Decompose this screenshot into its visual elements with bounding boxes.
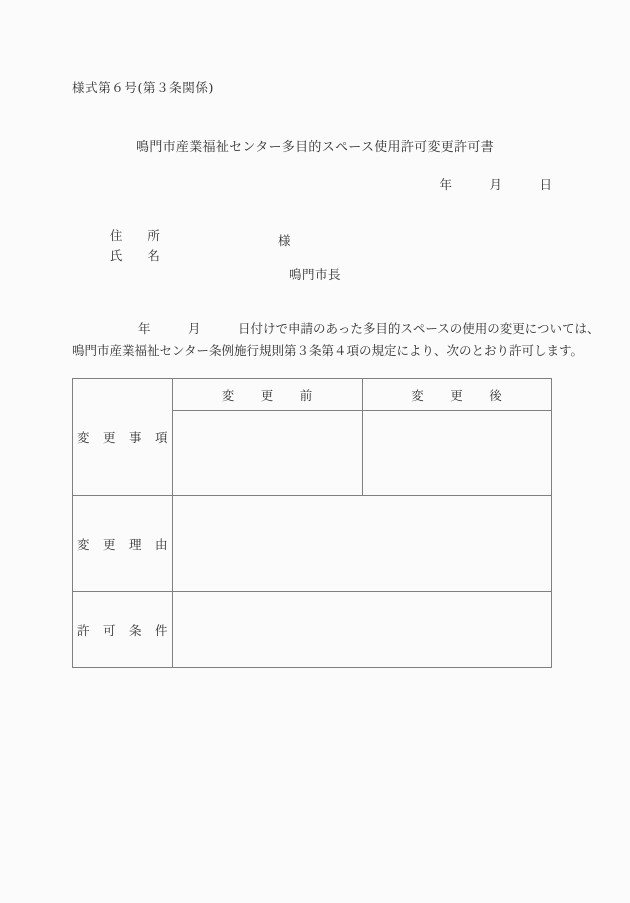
addressee-name-row <box>86 231 291 263</box>
addressee-name-label: 氏 名 <box>109 248 160 263</box>
change-permit-table <box>72 378 552 668</box>
body-line-2: 鳴門市産業福祉センター条例施行規則第３条第４項の規定により、次のとおり許可します。 <box>72 343 584 358</box>
addressee-honorific: 様 <box>278 233 291 248</box>
table-header-after: 変 更 後 <box>362 379 552 411</box>
table-header-row <box>73 379 552 411</box>
table-field-permit-conditions[interactable] <box>173 592 552 668</box>
table-cell-label-change-items <box>73 379 173 496</box>
table-header-before: 変 更 前 <box>173 379 363 411</box>
table-field-change-reason[interactable] <box>173 496 552 592</box>
table-row-change-reason <box>73 496 552 592</box>
table-field-change-items-after[interactable] <box>362 411 552 496</box>
addressee-address-label: 住 所 <box>109 228 160 243</box>
table-field-change-items-before[interactable] <box>173 411 363 496</box>
table-row-permit-conditions <box>73 592 552 668</box>
table-label-change-reason: 変 更 理 由 <box>73 496 173 592</box>
addressee-block <box>86 211 291 263</box>
table-label-change-items: 変 更 事 項 <box>76 430 168 445</box>
body-paragraph <box>72 318 600 362</box>
table-label-permit-conditions: 許 可 条 件 <box>73 592 173 668</box>
issue-date-line: 年 月 日 <box>439 177 552 192</box>
issuer-name: 鳴門市長 <box>288 267 341 282</box>
document-title: 鳴門市産業福祉センター多目的スペース使用許可変更許可書 <box>136 140 494 155</box>
form-number: 様式第６号(第３条関係) <box>72 80 214 95</box>
addressee-address-row <box>86 211 160 243</box>
body-line-1: 年 月 日付けで申請のあった多目的スペースの使用の変更については、 <box>138 321 600 336</box>
